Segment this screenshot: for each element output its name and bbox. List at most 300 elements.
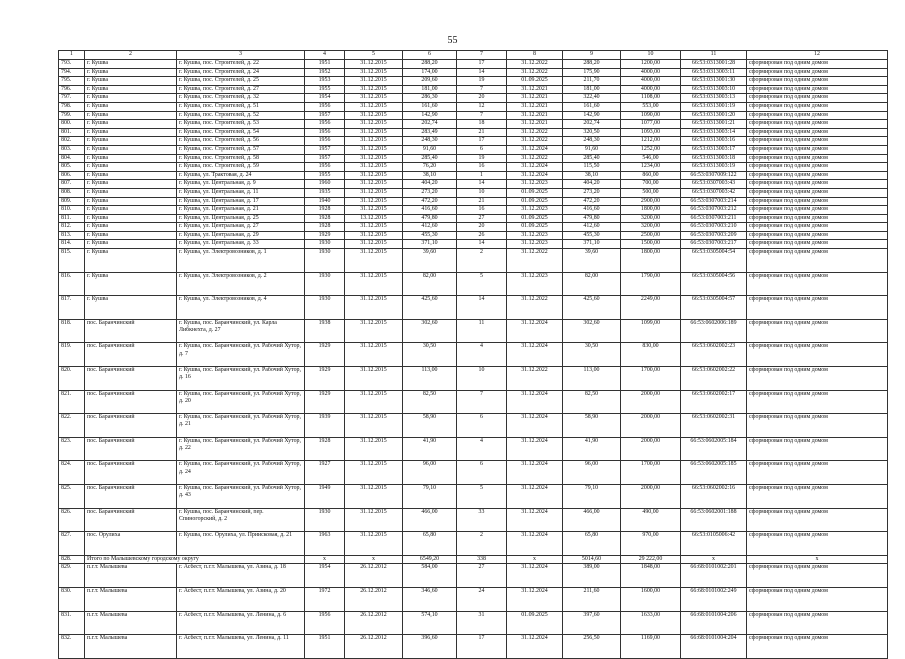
- residents: 11: [457, 319, 507, 343]
- table-row: [59, 319, 888, 343]
- land-status: сформирован под одним домом: [747, 197, 888, 206]
- area-living: 389,00: [563, 564, 621, 588]
- year-built: 1956: [305, 137, 345, 146]
- table-row: [59, 154, 888, 163]
- cadastral-number: 66:53:0602002:22: [681, 367, 747, 391]
- cadastral-number: 66:53:0305004:56: [681, 272, 747, 296]
- table-row: [59, 206, 888, 215]
- year-built: 1939: [305, 414, 345, 438]
- date: 31.12.2015: [345, 111, 403, 120]
- address: г. Кушва, пос. Баранчинский, ул. Рабочий Хутор, д. 20: [177, 390, 305, 414]
- row-number: 825.: [59, 485, 85, 509]
- address: г. Кушва, ул. Центральная, д. 25: [177, 214, 305, 223]
- settlement: г. Кушва: [85, 85, 177, 94]
- deadline: 01.09.2025: [507, 223, 563, 232]
- deadline: 31.12.2021: [507, 111, 563, 120]
- cadastral-number: 66:53:0305004:57: [681, 296, 747, 320]
- row-number: 802.: [59, 137, 85, 146]
- settlement: пос. Баранчинский: [85, 414, 177, 438]
- table-row: [59, 94, 888, 103]
- settlement: г. Кушва: [85, 111, 177, 120]
- area-living: 41,90: [563, 437, 621, 461]
- land-status: сформирован под одним домом: [747, 85, 888, 94]
- residents: 4: [457, 437, 507, 461]
- area-living: 416,60: [563, 206, 621, 215]
- area-living: 479,80: [563, 214, 621, 223]
- land-area: 860,00: [621, 171, 681, 180]
- land-status: сформирован под одним домом: [747, 145, 888, 154]
- cadastral-number: 66:68:0101004:206: [681, 611, 747, 635]
- settlement: г. Кушва: [85, 94, 177, 103]
- residents: 7: [457, 111, 507, 120]
- address: г. Кушва, ул. Центральная, д. 33: [177, 240, 305, 249]
- area-total: 574,10: [403, 611, 457, 635]
- date: 31.12.2015: [345, 154, 403, 163]
- table-row: [59, 197, 888, 206]
- residents: 14: [457, 68, 507, 77]
- land-status: сформирован под одним домом: [747, 206, 888, 215]
- area-total: 416,60: [403, 206, 457, 215]
- deadline: 31.12.2023: [507, 206, 563, 215]
- area-living: 82,50: [563, 390, 621, 414]
- deadline: 31.12.2022: [507, 367, 563, 391]
- residents: 18: [457, 120, 507, 129]
- year-built: 1952: [305, 68, 345, 77]
- address: г. Асбест, п.г.т. Малышева, ул. Ленина, д. 6: [177, 611, 305, 635]
- table-row: [59, 111, 888, 120]
- land-area: 1234,00: [621, 163, 681, 172]
- table-row: [59, 68, 888, 77]
- cadastral-number: 66:53:0307003:214: [681, 197, 747, 206]
- date: 31.12.2015: [345, 437, 403, 461]
- settlement: п.г.т. Малышева: [85, 611, 177, 635]
- land-status: сформирован под одним домом: [747, 414, 888, 438]
- residents: 24: [457, 587, 507, 611]
- land-status: сформирован под одним домом: [747, 390, 888, 414]
- area-total: 174,00: [403, 68, 457, 77]
- cadastral-number: 66:53:0313003:17: [681, 145, 747, 154]
- address: г. Асбест, п.г.т. Малышева, ул. Ленина, д. 11: [177, 635, 305, 659]
- land-area: 1108,00: [621, 94, 681, 103]
- address: г. Кушва, ул. Центральная, д. 17: [177, 197, 305, 206]
- residents: 16: [457, 206, 507, 215]
- year-built: 1935: [305, 188, 345, 197]
- settlement: г. Кушва: [85, 296, 177, 320]
- table-row: [59, 171, 888, 180]
- land-status: сформирован под одним домом: [747, 437, 888, 461]
- year-built: 1930: [305, 296, 345, 320]
- deadline: 31.12.2021: [507, 85, 563, 94]
- deadline: 31.12.2024: [507, 532, 563, 556]
- cadastral-number: 66:53:0602002:23: [681, 343, 747, 367]
- row-number: 803.: [59, 145, 85, 154]
- land-status: сформирован под одним домом: [747, 296, 888, 320]
- area-total: 283,49: [403, 128, 457, 137]
- area-living: 82,00: [563, 272, 621, 296]
- residents: 21: [457, 197, 507, 206]
- deadline: 31.12.2024: [507, 461, 563, 485]
- settlement: г. Кушва: [85, 214, 177, 223]
- date: 31.12.2015: [345, 414, 403, 438]
- cadastral-number: 66:53:0313003:13: [681, 94, 747, 103]
- land-area: 1077,00: [621, 120, 681, 129]
- date: 31.12.2015: [345, 461, 403, 485]
- area-total: 65,80: [403, 532, 457, 556]
- deadline: 31.12.2022: [507, 137, 563, 146]
- land-status: сформирован под одним домом: [747, 111, 888, 120]
- deadline: 31.12.2024: [507, 508, 563, 532]
- land-area: 553,00: [621, 102, 681, 111]
- settlement: пос. Баранчинский: [85, 485, 177, 509]
- area-total: 584,00: [403, 564, 457, 588]
- residents: 21: [457, 128, 507, 137]
- address: г. Кушва, пос. Строителей, д. 22: [177, 60, 305, 69]
- deadline: 31.12.2022: [507, 68, 563, 77]
- date: 26.12.2012: [345, 587, 403, 611]
- area-total: 30,50: [403, 343, 457, 367]
- address: г. Кушва, пос. Баранчинский, ул. Рабочий Хутор, д. 21: [177, 414, 305, 438]
- residents: 7: [457, 390, 507, 414]
- deadline: 01.09.2025: [507, 197, 563, 206]
- cadastral-number: 66:53:0307003:210: [681, 223, 747, 232]
- cadastral-number: 66:68:0101002:249: [681, 587, 747, 611]
- year-built: 1927: [305, 461, 345, 485]
- deadline: 01.09.2025: [507, 214, 563, 223]
- cadastral-number: 66:53:0307003:211: [681, 214, 747, 223]
- address: г. Кушва, пос. Строителей, д. 32: [177, 94, 305, 103]
- area-total: 286,30: [403, 94, 457, 103]
- area-living: 371,10: [563, 240, 621, 249]
- year-built: 1930: [305, 508, 345, 532]
- table-body: [59, 60, 888, 659]
- land-status: сформирован под одним домом: [747, 180, 888, 189]
- row-number: 821.: [59, 390, 85, 414]
- land-area: 700,00: [621, 180, 681, 189]
- land-status: сформирован под одним домом: [747, 231, 888, 240]
- area-living: 320,50: [563, 128, 621, 137]
- land-status: сформирован под одним домом: [747, 94, 888, 103]
- land-status: сформирован под одним домом: [747, 635, 888, 659]
- address: г. Кушва, ул. Центральная, д. 9: [177, 180, 305, 189]
- address: г. Кушва, пос. Строителей, д. 52: [177, 111, 305, 120]
- area-total: 76,20: [403, 163, 457, 172]
- year-built: 1955: [305, 85, 345, 94]
- cadastral-number: 66:53:0602005:185: [681, 461, 747, 485]
- address: г. Кушва, пос. Баранчинский, ул. Рабочий Хутор, д. 16: [177, 367, 305, 391]
- row-number: 808.: [59, 188, 85, 197]
- cadastral-number: 66:53:0602002:16: [681, 485, 747, 509]
- row-number: 793.: [59, 60, 85, 69]
- land-status: сформирован под одним домом: [747, 367, 888, 391]
- land-area: 1700,00: [621, 367, 681, 391]
- settlement: г. Кушва: [85, 231, 177, 240]
- date: 31.12.2015: [345, 223, 403, 232]
- residents: 17: [457, 635, 507, 659]
- date: 13.12.2015: [345, 214, 403, 223]
- deadline: 31.12.2024: [507, 145, 563, 154]
- residents: 10: [457, 367, 507, 391]
- column-header: 10: [621, 51, 681, 60]
- cadastral-number: 66:53:0313001:28: [681, 60, 747, 69]
- date: 31.12.2015: [345, 60, 403, 69]
- date: 26.12.2012: [345, 635, 403, 659]
- land-area: 830,00: [621, 343, 681, 367]
- table-row: [59, 188, 888, 197]
- area-total: 142,90: [403, 111, 457, 120]
- area-living: 202,74: [563, 120, 621, 129]
- table-row: [59, 587, 888, 611]
- land-status: сформирован под одним домом: [747, 171, 888, 180]
- row-number: 815.: [59, 249, 85, 273]
- land-area: 2000,00: [621, 414, 681, 438]
- settlement: г. Кушва: [85, 223, 177, 232]
- cadastral-number: 66:53:0307003:42: [681, 188, 747, 197]
- area-living: 455,30: [563, 231, 621, 240]
- year-built: 1972: [305, 587, 345, 611]
- row-number: 816.: [59, 272, 85, 296]
- area-total: 404,20: [403, 180, 457, 189]
- area-total: 6549,20: [403, 555, 457, 564]
- settlement: пос. Баранчинский: [85, 461, 177, 485]
- row-number: 796.: [59, 85, 85, 94]
- row-number: 813.: [59, 231, 85, 240]
- total-label: Итого по Малышевскому городскому округу: [85, 555, 305, 564]
- settlement: п.г.т. Малышева: [85, 564, 177, 588]
- land-status: сформирован под одним домом: [747, 68, 888, 77]
- row-number: 817.: [59, 296, 85, 320]
- row-number: 807.: [59, 180, 85, 189]
- table-row: [59, 60, 888, 69]
- row-number: 812.: [59, 223, 85, 232]
- date: 31.12.2015: [345, 180, 403, 189]
- year-built: 1940: [305, 197, 345, 206]
- table-row: [59, 272, 888, 296]
- area-total: 96,00: [403, 461, 457, 485]
- residents: 14: [457, 240, 507, 249]
- settlement: п.г.т. Малышева: [85, 635, 177, 659]
- cadastral-number: 66:53:0602006:189: [681, 319, 747, 343]
- area-total: 285,40: [403, 154, 457, 163]
- year-built: 1949: [305, 485, 345, 509]
- land-status: сформирован под одним домом: [747, 485, 888, 509]
- land-area: 4000,00: [621, 77, 681, 86]
- area-living: 404,20: [563, 180, 621, 189]
- area-total: 273,20: [403, 188, 457, 197]
- area-living: 175,90: [563, 68, 621, 77]
- land-area: 2000,00: [621, 437, 681, 461]
- row-number: 799.: [59, 111, 85, 120]
- date: 31.12.2015: [345, 319, 403, 343]
- cadastral-number: 66:53:0313001:21: [681, 120, 747, 129]
- residents: 19: [457, 77, 507, 86]
- row-number: 827.: [59, 532, 85, 556]
- row-number: 820.: [59, 367, 85, 391]
- land-area: 1848,00: [621, 564, 681, 588]
- area-total: 209,60: [403, 77, 457, 86]
- land-status: сформирован под одним домом: [747, 272, 888, 296]
- deadline: 31.12.2024: [507, 163, 563, 172]
- date: 31.12.2015: [345, 296, 403, 320]
- residents: 5: [457, 485, 507, 509]
- land-area: 2000,00: [621, 390, 681, 414]
- cadastral-number: 66:53:0313003:18: [681, 154, 747, 163]
- address: г. Кушва, ул. Электровозников, д. 4: [177, 296, 305, 320]
- land-area: 970,00: [621, 532, 681, 556]
- land-area: 1700,00: [621, 461, 681, 485]
- land-status: сформирован под одним домом: [747, 128, 888, 137]
- land-area: 546,00: [621, 154, 681, 163]
- row-number: 814.: [59, 240, 85, 249]
- residents: 6: [457, 145, 507, 154]
- area-living: 161,60: [563, 102, 621, 111]
- address: г. Кушва, ул. Центральная, д. 21: [177, 206, 305, 215]
- settlement: г. Кушва: [85, 145, 177, 154]
- residents: 17: [457, 60, 507, 69]
- year-built: 1956: [305, 120, 345, 129]
- table-row: [59, 367, 888, 391]
- year-built: 1954: [305, 564, 345, 588]
- area-total: 455,30: [403, 231, 457, 240]
- date: 31.12.2015: [345, 163, 403, 172]
- table-row: [59, 77, 888, 86]
- settlement: п.г.т. Малышева: [85, 587, 177, 611]
- cadastral-number: 66:53:0313003:16: [681, 137, 747, 146]
- land-status: сформирован под одним домом: [747, 461, 888, 485]
- settlement: пос. Баранчинский: [85, 319, 177, 343]
- year-built: 1955: [305, 171, 345, 180]
- land-status: сформирован под одним домом: [747, 319, 888, 343]
- column-header: 1: [59, 51, 85, 60]
- settlement: г. Кушва: [85, 180, 177, 189]
- area-living: 425,60: [563, 296, 621, 320]
- row-number: 832.: [59, 635, 85, 659]
- column-header: 5: [345, 51, 403, 60]
- row-number: 830.: [59, 587, 85, 611]
- land-status: сформирован под одним домом: [747, 60, 888, 69]
- cadastral-number: 66:53:0602005:184: [681, 437, 747, 461]
- date: 31.12.2015: [345, 188, 403, 197]
- table-row: [59, 343, 888, 367]
- area-total: 412,60: [403, 223, 457, 232]
- year-built: 1957: [305, 154, 345, 163]
- year-built: 1951: [305, 60, 345, 69]
- year-built: 1928: [305, 214, 345, 223]
- settlement: г. Кушва: [85, 128, 177, 137]
- row-number: 823.: [59, 437, 85, 461]
- land-area: 2500,00: [621, 231, 681, 240]
- area-total: 466,00: [403, 508, 457, 532]
- address: г. Кушва, пос. Строителей, д. 25: [177, 77, 305, 86]
- residents: 7: [457, 85, 507, 94]
- year-built: x: [305, 555, 345, 564]
- land-status: сформирован под одним домом: [747, 102, 888, 111]
- address: г. Кушва, пос. Баранчинский, пер. Спиногорский, д. 2: [177, 508, 305, 532]
- year-built: 1929: [305, 231, 345, 240]
- land-status: сформирован под одним домом: [747, 249, 888, 273]
- deadline: 31.12.2023: [507, 231, 563, 240]
- area-living: 142,90: [563, 111, 621, 120]
- year-built: 1929: [305, 390, 345, 414]
- area-living: 256,50: [563, 635, 621, 659]
- address: г. Кушва, пос. Баранчинский, ул. Рабочий Хутор, д. 24: [177, 461, 305, 485]
- date: 31.12.2015: [345, 272, 403, 296]
- year-built: 1928: [305, 206, 345, 215]
- cadastral-number: 66:53:0313003:14: [681, 128, 747, 137]
- settlement: г. Кушва: [85, 68, 177, 77]
- address: г. Кушва, пос. Строителей, д. 51: [177, 102, 305, 111]
- deadline: 31.12.2024: [507, 343, 563, 367]
- settlement: пос. Баранчинский: [85, 508, 177, 532]
- cadastral-number: 66:53:0307003:209: [681, 231, 747, 240]
- deadline: x: [507, 555, 563, 564]
- residents: 14: [457, 296, 507, 320]
- year-built: 1956: [305, 128, 345, 137]
- date: 31.12.2015: [345, 120, 403, 129]
- area-living: 412,60: [563, 223, 621, 232]
- deadline: 31.12.2024: [507, 587, 563, 611]
- area-total: 396,60: [403, 635, 457, 659]
- row-number: 805.: [59, 163, 85, 172]
- row-number: 826.: [59, 508, 85, 532]
- table-row: [59, 461, 888, 485]
- column-number-row: [59, 51, 888, 60]
- cadastral-number: 66:53:0313001:20: [681, 111, 747, 120]
- deadline: 31.12.2024: [507, 485, 563, 509]
- register-table: [58, 50, 888, 659]
- cadastral-number: 66:53:0313001:19: [681, 102, 747, 111]
- table-row: [59, 120, 888, 129]
- table-row: [59, 163, 888, 172]
- address: г. Кушва, ул. Центральная, д. 27: [177, 223, 305, 232]
- address: г. Кушва, ул. Центральная, д. 29: [177, 231, 305, 240]
- address: г. Асбест, п.г.т. Малышева, ул. Азина, д. 20: [177, 587, 305, 611]
- residents: 20: [457, 94, 507, 103]
- deadline: 31.12.2024: [507, 564, 563, 588]
- area-living: 91,60: [563, 145, 621, 154]
- date: 31.12.2015: [345, 102, 403, 111]
- address: г. Кушва, ул. Электровозников, д. 2: [177, 272, 305, 296]
- residents: 2: [457, 249, 507, 273]
- area-living: 211,70: [563, 77, 621, 86]
- row-number: 806.: [59, 171, 85, 180]
- date: 31.12.2015: [345, 231, 403, 240]
- year-built: 1956: [305, 102, 345, 111]
- land-area: 3200,00: [621, 214, 681, 223]
- table-row: [59, 85, 888, 94]
- land-status: сформирован под одним домом: [747, 137, 888, 146]
- row-number: 797.: [59, 94, 85, 103]
- date: 31.12.2015: [345, 77, 403, 86]
- column-header: 9: [563, 51, 621, 60]
- cadastral-number: 66:68:0101004:204: [681, 635, 747, 659]
- table-row: [59, 414, 888, 438]
- settlement: г. Кушва: [85, 272, 177, 296]
- land-area: 1090,00: [621, 111, 681, 120]
- settlement: г. Кушва: [85, 60, 177, 69]
- settlement: г. Кушва: [85, 197, 177, 206]
- land-area: 1600,00: [621, 587, 681, 611]
- year-built: 1928: [305, 223, 345, 232]
- land-area: 2249,00: [621, 296, 681, 320]
- address: г. Кушва, пос. Орулиха, ул. Приисковая, д. 21: [177, 532, 305, 556]
- land-status: сформирован под одним домом: [747, 77, 888, 86]
- settlement: г. Кушва: [85, 137, 177, 146]
- cadastral-number: 66:68:0101002:201: [681, 564, 747, 588]
- address: г. Кушва, пос. Строителей, д. 57: [177, 145, 305, 154]
- table-row: [59, 296, 888, 320]
- settlement: г. Кушва: [85, 240, 177, 249]
- column-header: 2: [85, 51, 177, 60]
